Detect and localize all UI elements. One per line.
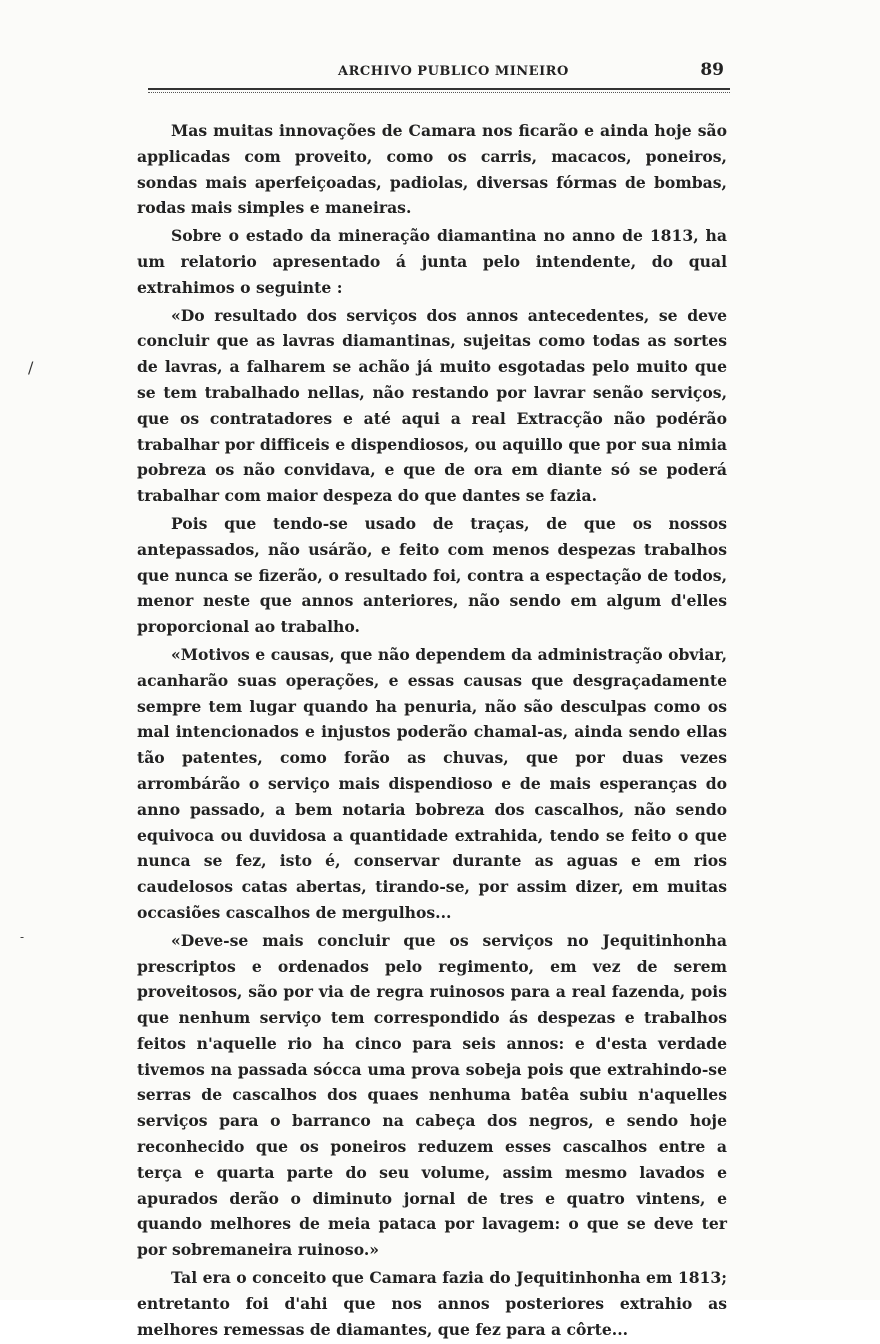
paragraph: Mas muitas innovações de Camara nos ficarão e ainda hoje são applicadas com proveito, como os carris, macacos, poneiros, sondas mais aperfeiçoadas, padiolas, diversas fórmas de bombas, rodas mais simples e maneiras. <box>137 121 727 218</box>
margin-mark: / <box>28 358 34 377</box>
page-number: 89 <box>700 60 724 80</box>
paragraph: Sobre o estado da mineração diamantina no anno de 1813, ha um relatorio apresentado á junta pelo intendente, do qual extrahimos o seguinte : <box>137 226 727 297</box>
paragraph: Tal era o conceito que Camara fazia do Jequitinhonha em 1813; entretanto foi d'ahi que nos annos posteriores extrahio as melhores remessas de diamantes, que fez para a côrte... <box>137 1268 727 1339</box>
quoted-paragraph: Pois que tendo-se usado de traças, de que os nossos antepassados, não usárão, e feito com menos despezas trabalhos que nunca se fizerão, o resultado foi, contra a espectação de todos, menor neste que annos anteriores, não sendo em algum d'elles proporcional ao trabalho. <box>137 513 727 637</box>
running-header <box>148 58 730 90</box>
quoted-paragraph: «Do resultado dos serviços dos annos antecedentes, se deve concluir que as lavras diamantinas, sujeitas como todas as sortes de lavras, a falharem se achão já muito esgotadas pelo muito que se tem trabalhado nellas, não restando por lavrar senão serviços, que os contratadores e até aqui a real Extracção não podérão trabalhar por difficeis e dispendiosos, ou aquillo que por sua nimia pobreza os não convidava, e que de ora em diante só se poderá trabalhar com maior despeza do que dantes se fazia. <box>137 305 727 506</box>
quoted-paragraph: «Motivos e causas, que não dependem da administração obviar, acanharão suas operações, e essas causas que desgraçadamente sempre tem lugar quando ha penuria, não são desculpas como os mal intencionados e injustos poderão chamal-as, ainda sendo ellas tão patentes, como forão as chuvas, que por duas vezes arrombárão o serviço mais dispendioso e de mais esperanças do anno passado, a bem notaria bobreza dos cascalhos, não sendo equivoca ou duvidosa a quantidade extrahida, tendo se feito o que nunca se fez, isto é, conservar durante as aguas e em rios caudelosos catas abertas, tirando-se, por assim dizer, em muitas occasiões cascalhos de mergulhos... <box>137 644 727 922</box>
quoted-paragraph: «Deve-se mais concluir que os serviços no Jequitinhonha prescriptos e ordenados pelo regimento, em vez de serem proveitosos, são por via de regra ruinosos para a real fazenda, pois que nenhum serviço tem correspondido ás despezas e trabalhos feitos n'aquelle rio ha cinco para seis annos: e d'esta verdade tivemos na passada sócca uma prova sobeja pois que extrahindo-se serras de cascalhos dos quaes nenhuma batêa subiu n'aquelles serviços para o barranco na cabeça dos negros, e sendo hoje reconhecido que os poneiros reduzem esses cascalhos entre a terça e quarta parte do seu volume, assim mesmo lavados e apurados derão o diminuto jornal de tres e quatro vintens, e quando melhores de meia pataca por lavagem: o que se deve ter por sobremaneira ruinoso.» <box>137 930 727 1260</box>
body-text <box>137 118 727 1344</box>
header-title: ARCHIVO PUBLICO MINEIRO <box>338 64 569 79</box>
margin-mark: - <box>20 930 25 944</box>
header-rule <box>148 92 730 93</box>
